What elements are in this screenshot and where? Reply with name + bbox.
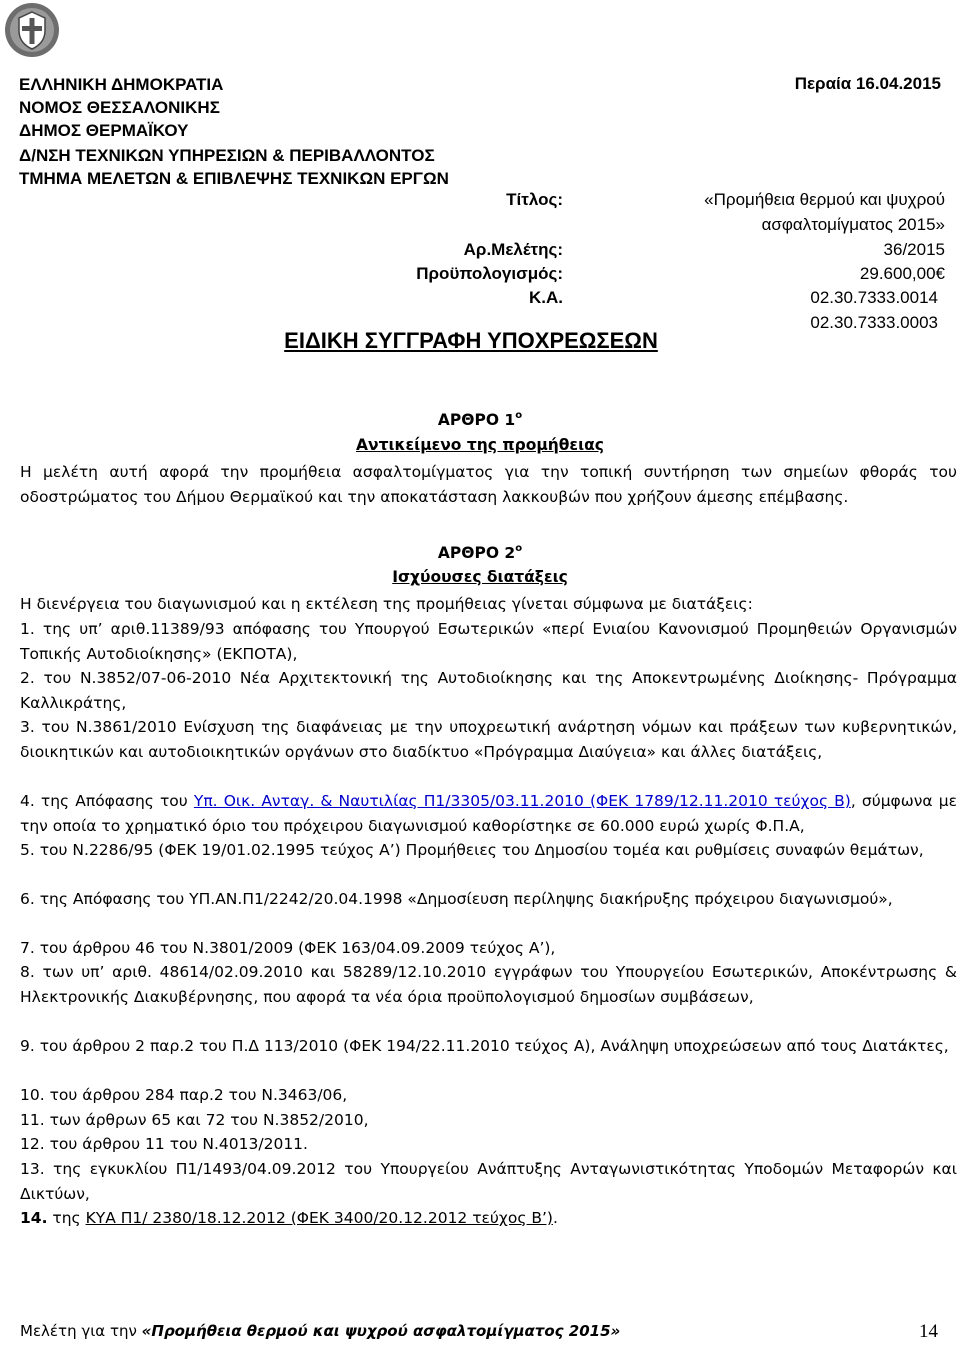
article-2-number: ΑΡΘΡΟ 2	[437, 544, 516, 562]
title-value-line-1: «Προμήθεια θερμού και ψυχρού	[704, 190, 945, 209]
article-1-sup: ο	[515, 410, 523, 421]
study-label: Αρ.Μελέτης:	[463, 240, 563, 259]
page-number: 14	[919, 1321, 938, 1342]
header-line-2: ΝΟΜΟΣ ΘΕΣΣΑΛΟΝΙΚΗΣ	[19, 98, 220, 117]
list-item-2: 2. του Ν.3852/07-06-2010 Νέα Αρχιτεκτονική της Αυτοδιοίκησης και της Αποκεντρωμένης Διοίκησης- Πρόγραμμα Καλλικράτης,	[20, 669, 957, 712]
list-item-13: 13. της εγκυκλίου Π1/1493/04.09.2012 του Υπουργείου Ανάπτυξης Ανταγωνιστικότητας Υποδομών Μεταφορών και Δικτύων,	[20, 1160, 957, 1203]
list-item-4-prefix: 4. της Απόφασης του	[20, 792, 194, 810]
article-2-subtitle-text: Ισχύουσες διατάξεις	[392, 568, 568, 586]
header-line-3: ΔΗΜΟΣ ΘΕΡΜΑΪΚΟΥ	[19, 121, 189, 140]
list-item-6: 6. της Απόφασης του ΥΠ.ΑΝ.Π1/2242/20.04.1998 «Δημοσίευση περίληψης διακήρυξης πρόχειρου διαγωνισμού»,	[20, 890, 893, 908]
list-item-14-suffix: .	[552, 1209, 558, 1227]
header-line-5: ΤΜΗΜΑ ΜΕΛΕΤΩΝ & ΕΠΙΒΛΕΨΗΣ ΤΕΧΝΙΚΩΝ ΕΡΓΩΝ	[19, 169, 449, 188]
list-item-5: 5. του Ν.2286/95 (ΦΕΚ 19/01.02.1995 τεύχος Α’) Προμήθειες του Δημοσίου τομέα και ρυθμίσεις συναφών θεμάτων,	[20, 841, 924, 859]
title-label: Τίτλος:	[506, 190, 563, 209]
list-item-14-prefix: της	[47, 1209, 86, 1227]
article-2-heading	[0, 543, 960, 562]
header-line-4: Δ/ΝΣΗ ΤΕΧΝΙΚΩΝ ΥΠΗΡΕΣΙΩΝ & ΠΕΡΙΒΑΛΛΟΝΤΟΣ	[19, 146, 435, 165]
list-item-4-suffix: , σύμφωνα με την οποία το χρηματικό όριο του πρόχειρου διαγωνισμού καθορίστηκε σε 60.000 ευρώ χωρίς Φ.Π.Α,	[20, 792, 957, 835]
list-item-14-link[interactable]: ΚΥΑ Π1/ 2380/18.12.2012 (ΦΕΚ 3400/20.12.2012 τεύχος Β’)	[85, 1209, 553, 1227]
greek-emblem-icon	[4, 2, 60, 58]
list-item-14-number: 14.	[20, 1209, 48, 1227]
article-1-subtitle	[0, 436, 960, 454]
ka-label: Κ.Α.	[529, 288, 563, 307]
list-item-7: 7. του άρθρου 46 του Ν.3801/2009 (ΦΕΚ 163/04.09.2009 τεύχος Α’),	[20, 939, 556, 957]
list-item-8: 8. των υπ’ αριθ. 48614/02.09.2010 και 58289/12.10.2010 εγγράφων του Υπουργείου Εσωτερικών, Αποκέντρωσης & Ηλεκτρονικής Διακυβέρνησης, που αφορά τα νέα όρια προϋπολογισμού δημοσίων συμβάσεων,	[20, 963, 957, 1006]
document-title	[0, 328, 960, 354]
budget-value: 29.600,00€	[859, 264, 945, 283]
document-date: Περαία 16.04.2015	[794, 74, 941, 93]
article-1-subtitle-text: Αντικείμενο της προμήθειας	[356, 436, 604, 454]
title-value-line-2: ασφαλτομίγματος 2015»	[761, 215, 945, 234]
budget-label: Προϋπολογισμός:	[416, 264, 563, 283]
footer-prefix: Μελέτη για την	[20, 1322, 142, 1340]
article-1-heading	[0, 410, 960, 429]
list-item-14	[20, 1206, 957, 1231]
list-item-4	[20, 789, 957, 838]
ka-value-2: 02.30.7333.0003	[810, 313, 938, 332]
ka-value-1: 02.30.7333.0014	[810, 288, 938, 307]
list-item-3: 3. του Ν.3861/2010 Ενίσχυση της διαφάνειας με την υποχρεωτική ανάρτηση νόμων και πράξεων των κυβερνητικών, διοικητικών και αυτοδιοικητικών οργάνων στο διαδίκτυο «Πρόγραμμα Διαύγεια» και άλλες διατάξεις,	[20, 718, 957, 761]
footer-title: «Προμήθεια θερμού και ψυχρού ασφαλτομίγματος 2015»	[141, 1322, 621, 1340]
article-2-subtitle	[0, 568, 960, 586]
list-item-1: 1. της υπ’ αριθ.11389/93 απόφασης του Υπουργού Εσωτερικών «περί Ενιαίου Κανονισμού Προμηθειών Οργανισμών Τοπικής Αυτοδιοίκησης» (ΕΚΠΟΤΑ),	[20, 620, 957, 663]
list-item-11: 11. των άρθρων 65 και 72 του Ν.3852/2010,	[20, 1111, 369, 1129]
article-1-number: ΑΡΘΡΟ 1	[437, 411, 516, 429]
article-2-sup: ο	[515, 543, 523, 554]
article-2-intro: Η διενέργεια του διαγωνισμού και η εκτέλεση της προμήθειας γίνεται σύμφωνα με διατάξεις:	[20, 595, 753, 613]
article-1-body: Η μελέτη αυτή αφορά την προμήθεια ασφαλτομίγματος για την τοπική συντήρηση των σημείων φθοράς του οδοστρώματος του Δήμου Θερμαϊκού και την αποκατάσταση λακκουβών που χρήζουν άμεσης επέμβασης.	[20, 463, 957, 506]
list-item-12: 12. του άρθρου 11 του Ν.4013/2011.	[20, 1135, 308, 1153]
footer	[20, 1322, 620, 1340]
document-title-text: ΕΙΔΙΚΗ ΣΥΓΓΡΑΦΗ ΥΠΟΧΡΕΩΣΕΩΝ	[284, 328, 658, 353]
list-item-4-link[interactable]: Υπ. Οικ. Ανταγ. & Ναυτιλίας Π1/3305/03.11.2010 (ΦΕΚ 1789/12.11.2010 τεύχος Β)	[193, 792, 851, 810]
list-item-10: 10. του άρθρου 284 παρ.2 του Ν.3463/06,	[20, 1086, 348, 1104]
study-value: 36/2015	[883, 240, 945, 259]
header-line-1: ΕΛΛΗΝΙΚΗ ΔΗΜΟΚΡΑΤΙΑ	[19, 75, 224, 94]
list-item-9: 9. του άρθρου 2 παρ.2 του Π.Δ 113/2010 (ΦΕΚ 194/22.11.2010 τεύχος Α), Ανάληψη υποχρεώσεων από τους Διατάκτες,	[20, 1037, 949, 1055]
